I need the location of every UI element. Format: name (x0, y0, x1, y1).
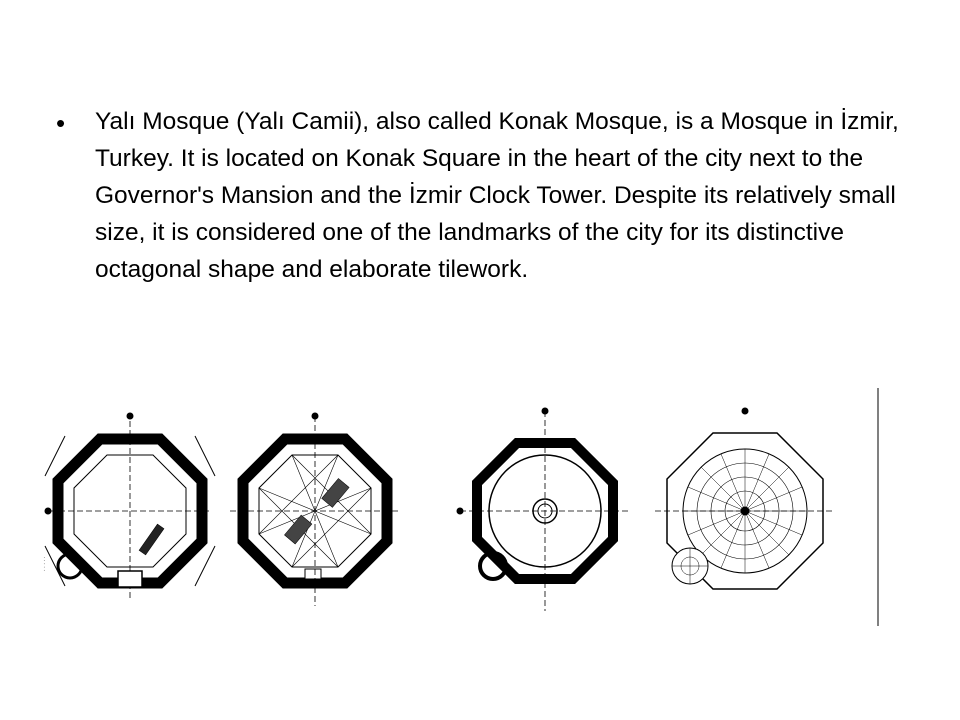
bullet-paragraph: Yalı Mosque (Yalı Camii), also called Konak Mosque, is a Mosque in İzmir, Turkey. It is located on Konak Square in the heart of the city next to the Governor's Mansion and the İzmir Clock Tower. Despite its relatively small size, it is considered one of the landmarks of the city for its distinctive octagonal shape and elaborate tilework. (95, 108, 899, 283)
floor-plan-1 (45, 413, 215, 601)
architectural-plans-image (40, 386, 890, 631)
dome-plan-2 (655, 408, 835, 589)
svg-text:· · · · ·: · · · · · (42, 556, 48, 571)
bullet-marker: • (56, 108, 66, 138)
roof-plan-1 (230, 413, 400, 606)
ground-plan-2 (457, 408, 630, 611)
bullet-item (56, 103, 916, 288)
